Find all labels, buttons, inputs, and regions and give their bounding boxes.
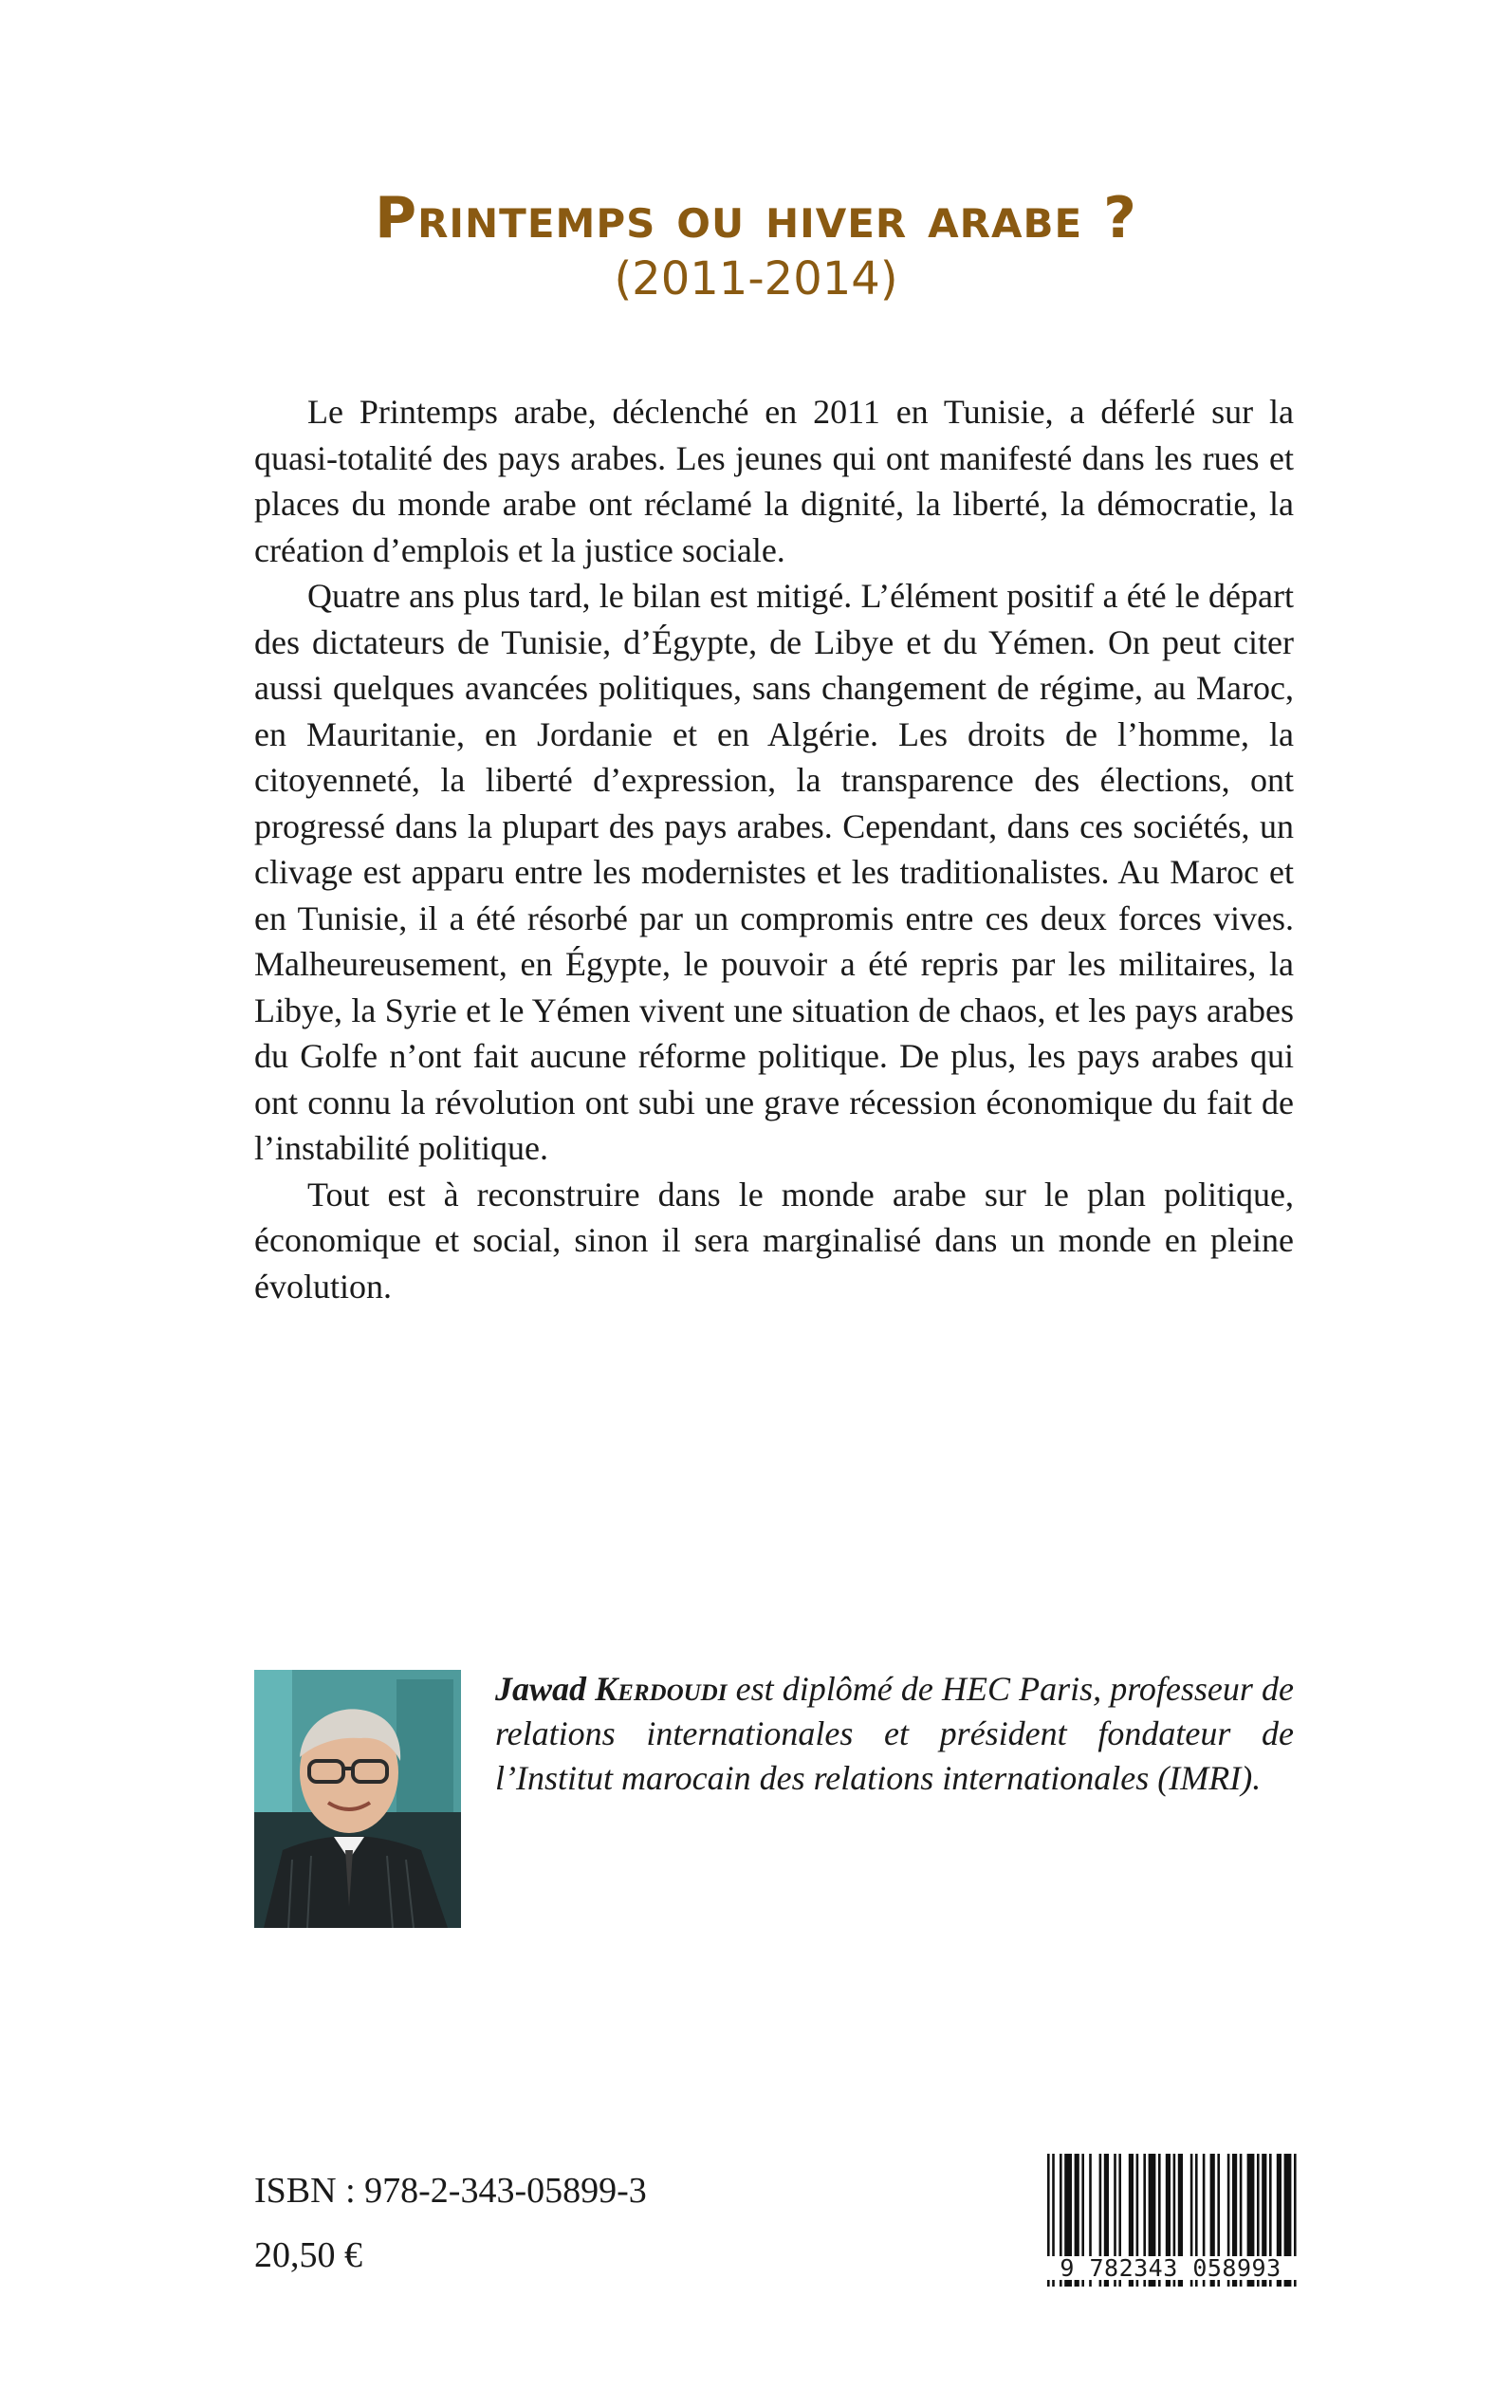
- barcode-digits: 9 782343 058993: [1043, 2256, 1298, 2280]
- author-last-name: Kerdoudi: [595, 1670, 728, 1708]
- author-portrait-icon: [254, 1670, 461, 1928]
- book-title: Printemps ou hiver arabe ?: [375, 185, 1137, 252]
- price: 20,50 €: [254, 2235, 362, 2275]
- summary-paragraph-2: Quatre ans plus tard, le bilan est mitigé. L’élément positif a été le départ des dictateurs de Tunisie, d’Égypte, de Libye et du Yémen. On peut citer aussi quelques avancées politiques, sans changement de régime, au Maroc, en Mauritanie, en Jordanie et en Algérie. Les droits de l’homme, la citoyenneté, la liberté d’expression, la transparence des élections, ont progressé dans la plupart des pays arabes. Cependant, dans ces sociétés, un clivage est apparu entre les modernistes et les traditionalistes. Au Maroc et en Tunisie, il a été résorbé par un compromis entre ces deux forces vives. Malheureusement, en Égypte, le pouvoir a été repris par les militaires, la Libye, la Syrie et le Yémen vivent une situation de chaos, et les pays arabes du Golfe n’ont fait aucune réforme politique. De plus, les pays arabes qui ont connu la révolution ont subi une grave récession économique du fait de l’instabilité politique.: [254, 577, 1294, 1167]
- author-photo: [254, 1670, 461, 1928]
- summary-paragraph-3: Tout est à reconstruire dans le monde arabe sur le plan politique, économique et social, sinon il sera marginalisé dans un monde en pleine évolution.: [254, 1175, 1294, 1306]
- author-bio: [495, 1667, 1294, 1801]
- isbn: ISBN : 978-2-343-05899-3: [254, 2171, 647, 2211]
- author-first-name: Jawad: [495, 1670, 587, 1708]
- summary-paragraph-1: Le Printemps arabe, déclenché en 2011 en Tunisie, a déferlé sur la quasi-totalité des pays arabes. Les jeunes qui ont manifesté dans les rues et places du monde arabe ont réclamé la dignité, la liberté, la démocratie, la création d’emplois et la justice sociale.: [254, 393, 1294, 569]
- author-bio-text: est diplômé de HEC Paris, professeur de relations internationales et président fondateur de l’Institut marocain des relations internationales (IMRI).: [495, 1670, 1294, 1797]
- book-subtitle: (2011-2014): [614, 252, 898, 306]
- back-cover-summary: [254, 389, 1294, 1309]
